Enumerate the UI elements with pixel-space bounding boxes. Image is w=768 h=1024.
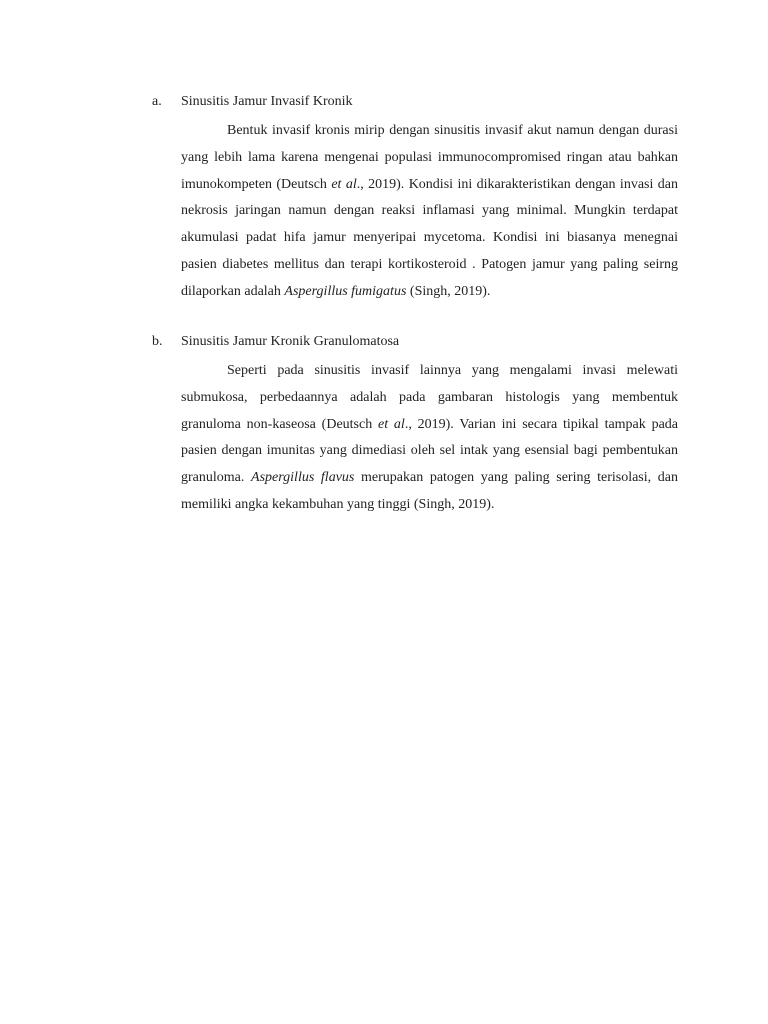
paragraph-text: Bentuk invasif kronis mirip dengan sinusitis invasif akut namun dengan durasi yang lebih lama karena mengenai populasi immunocompromised ringan atau bahkan imunokompeten (Deutsch xyxy=(181,123,678,192)
paragraph-text: ., 2019). Varian ini secara tipikal tampak pada pasien dengan imunitas yang dimediasi oleh sel intak yang esensial bagi pembentukan granuloma. xyxy=(181,416,679,486)
species-name: Aspergillus flavus xyxy=(251,470,355,486)
italic-citation: et al xyxy=(378,416,405,432)
paragraph-text: ., 2019). Kondisi ini dikarakteristikan dengan invasi dan nekrosis jaringan namun dengan reaksi inflamasi yang minimal. Mungkin terdapat akumulasi padat hifa jamur menyeripai mycetoma. Kondisi ini biasanya menegnai pasien diabetes mellitus dan terapi kortikosteroid . Patogen jamur yang paling seirng dilaporkan adalah xyxy=(181,176,678,299)
paragraph-text: merupakan patogen yang paling sering terisolasi, dan memiliki angka kekambuhan yang tinggi (Singh, 2019). xyxy=(181,470,678,512)
section-heading: Sinusitis Jamur Kronik Granulomatosa xyxy=(181,334,400,349)
list-marker: a. xyxy=(152,94,162,109)
paragraph-text: (Singh, 2019). xyxy=(406,283,491,299)
list-marker: b. xyxy=(152,334,163,349)
section-heading: Sinusitis Jamur Invasif Kronik xyxy=(181,94,353,109)
section-paragraph xyxy=(181,118,678,306)
section-paragraph xyxy=(181,358,678,519)
species-name: Aspergillus fumigatus xyxy=(284,283,407,299)
paragraph-text: Seperti pada sinusitis invasif lainnya yang mengalami invasi melewati submukosa, perbedaannya adalah pada gambaran histologis yang membentuk granuloma non-kaseosa (Deutsch xyxy=(181,363,678,432)
italic-citation: et al xyxy=(331,176,357,192)
